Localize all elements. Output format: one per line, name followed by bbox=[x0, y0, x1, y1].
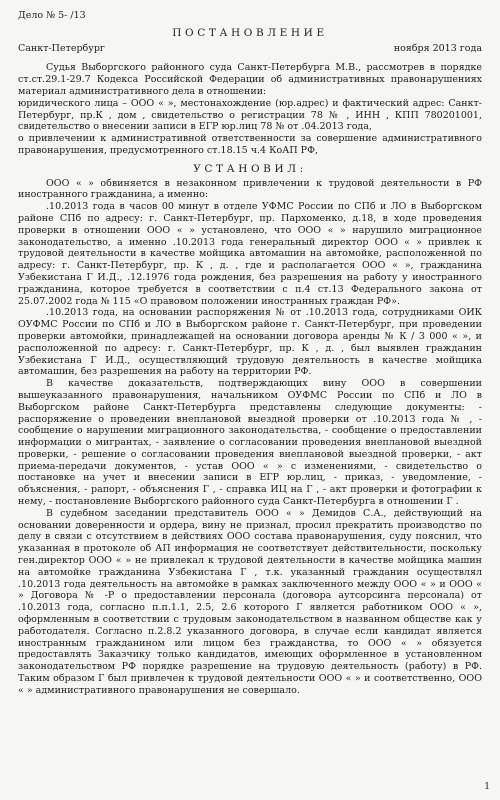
section-title: УСТАНОВИЛ: bbox=[193, 162, 307, 175]
case-number: Дело № 5- /13 bbox=[18, 10, 86, 21]
body-paragraph-5: В судебном заседании представитель ООО « » Демидов С.А., действующий на основании доверенности и ордера, вину не признал, просил прекратить производство по делу в связи с отсутствием в действиях ООО состава правонарушения, суду пояснил, что указанная в протоколе об АП информация не соответствует действительности, поскольку ген.директор ООО « » не привлекал к трудовой деятельности в качестве мойщика машин на автомойке гражданина Узбекистана Г , т.к. указанный гражданин осуществлял .10.2013 года деятельность на автомойке в рамках заключенного между ООО « » и ООО « » Договора № -Р о предоставлении персонала (договора аутсорсинга персонала) от .10.2013 года, согласно п.п.1.1, 2.5, 2.6 которого Г является работником ООО « », оформленным в соответствии с трудовым законодательством в названном обществе как у работодателя. Согласно п.2.8.2 указанного договора, в случае если кандидат является иностранным гражданином или лицом без гражданства, то ООО « » обязуется предоставлять Заказчику только кандидатов, имеющих оформленное в установленном законодательством РФ порядке разрешение на трудовую деятельность (работу) в РФ. Таким образом Г был привлечен к трудовой деятельности ООО « » и соответственно, ООО « » административного правонарушения не совершало. bbox=[18, 507, 482, 696]
body-paragraph-1: ООО « » обвиняется в незаконном привлечении к трудовой деятельности в РФ иностранного гражданина, а именно: bbox=[18, 177, 482, 201]
header-top bbox=[18, 10, 482, 22]
intro-paragraph-3: о привлечении к административной ответственности за совершение административного правонарушения, предусмотренного ст.18.15 ч.4 КоАП РФ, bbox=[18, 133, 482, 156]
city: Санкт-Петербург bbox=[18, 42, 105, 54]
intro-paragraph-1: Судья Выборгского районного суда Санкт-Петербурга М.В., рассмотрев в порядке ст.ст.29.1-29.7 Кодекса Российской Федерации об административных правонарушениях материал административного дела в отношении: bbox=[18, 62, 482, 97]
intro-paragraph-2: юридического лица – ООО « », местонахождение (юр.адрес) и фактический адрес: Санкт-Петербург, пр.К , дом , свидетельство о регистрации 78 № , ИНН , КПП 780201001, свидетельство о внесении записи в ЕГР юр.лиц 78 № от .04.2013 года, bbox=[18, 97, 482, 133]
body-paragraph-2: .10.2013 года в часов 00 минут в отделе УФМС России по СПб и ЛО в Выборгском районе СПб по адресу: г. Санкт-Петербург, пр. Пархоменко, д.18, в ходе проведения проверки в отношении ООО « » установлено, что ООО « » нарушило миграционное законодательство, а именно .10.2013 года генеральный директор ООО « » привлек к трудовой деятельности в качестве мойщика автомашин на автомойке, расположенной по адресу: г. Санкт-Петербург, пр. К , д. , где и располагается ООО « », гражданина Узбекистана Г И.Д., .12.1976 года рождения, без разрешения на работу у иностранного гражданина, которое требуется в соответствии с п.4 ст.13 Федерального закона от 25.07.2002 года № 115 «О правовом положении иностранных граждан РФ». bbox=[18, 201, 482, 307]
body-paragraph-4: В качестве доказательств, подтверждающих вину ООО в совершении вышеуказанного правонарушения, начальником ОУФМС России по СПб и ЛО в Выборгском районе Санкт-Петербурга представлены следующие документы: - распоряжение о проведении внеплановой выездной проверки от .10.2013 года № , - сообщение о нарушении миграционного законодательства, - сообщение о предоставлении информации о мигрантах, - заявление о согласовании проведения внеплановой выездной проверки, - решение о согласовании проведения внеплановой выездной проверки, - акт приема-передачи документов, - устав ООО « » с изменениями, - свидетельство о постановке на учет и внесении записи в ЕГР юр.лиц, - приказ, - уведомление, - объяснения, - рапорт, - объяснения Г , - справка ИЦ на Г , - акт проверки и фотографии к нему, - постановление Выборгского районного суда Санкт-Петербурга в отношении Г . bbox=[18, 378, 482, 508]
body-paragraph-3: .10.2013 года, на основании распоряжения № от .10.2013 года, сотрудниками ОИК ОУФМС России по СПб и ЛО в Выборгском районе г. Санкт-Петербург, при проведении проверки автомойки, принадлежащей на основании договора аренды № К / 3 000 « », и расположенной по адресу: г. Санкт-Петербург, пр. К , д. , был выявлен гражданин Узбекистана Г И.Д., осуществляющий трудовую деятельность в качестве мойщика автомашин, без разрешения на работу на территории РФ. bbox=[18, 307, 482, 378]
page-number: 1 bbox=[484, 782, 490, 793]
document-date: ноября 2013 года bbox=[393, 42, 482, 54]
place-date-line bbox=[18, 43, 482, 55]
document-title: ПОСТАНОВЛЕНИЕ bbox=[172, 26, 328, 39]
